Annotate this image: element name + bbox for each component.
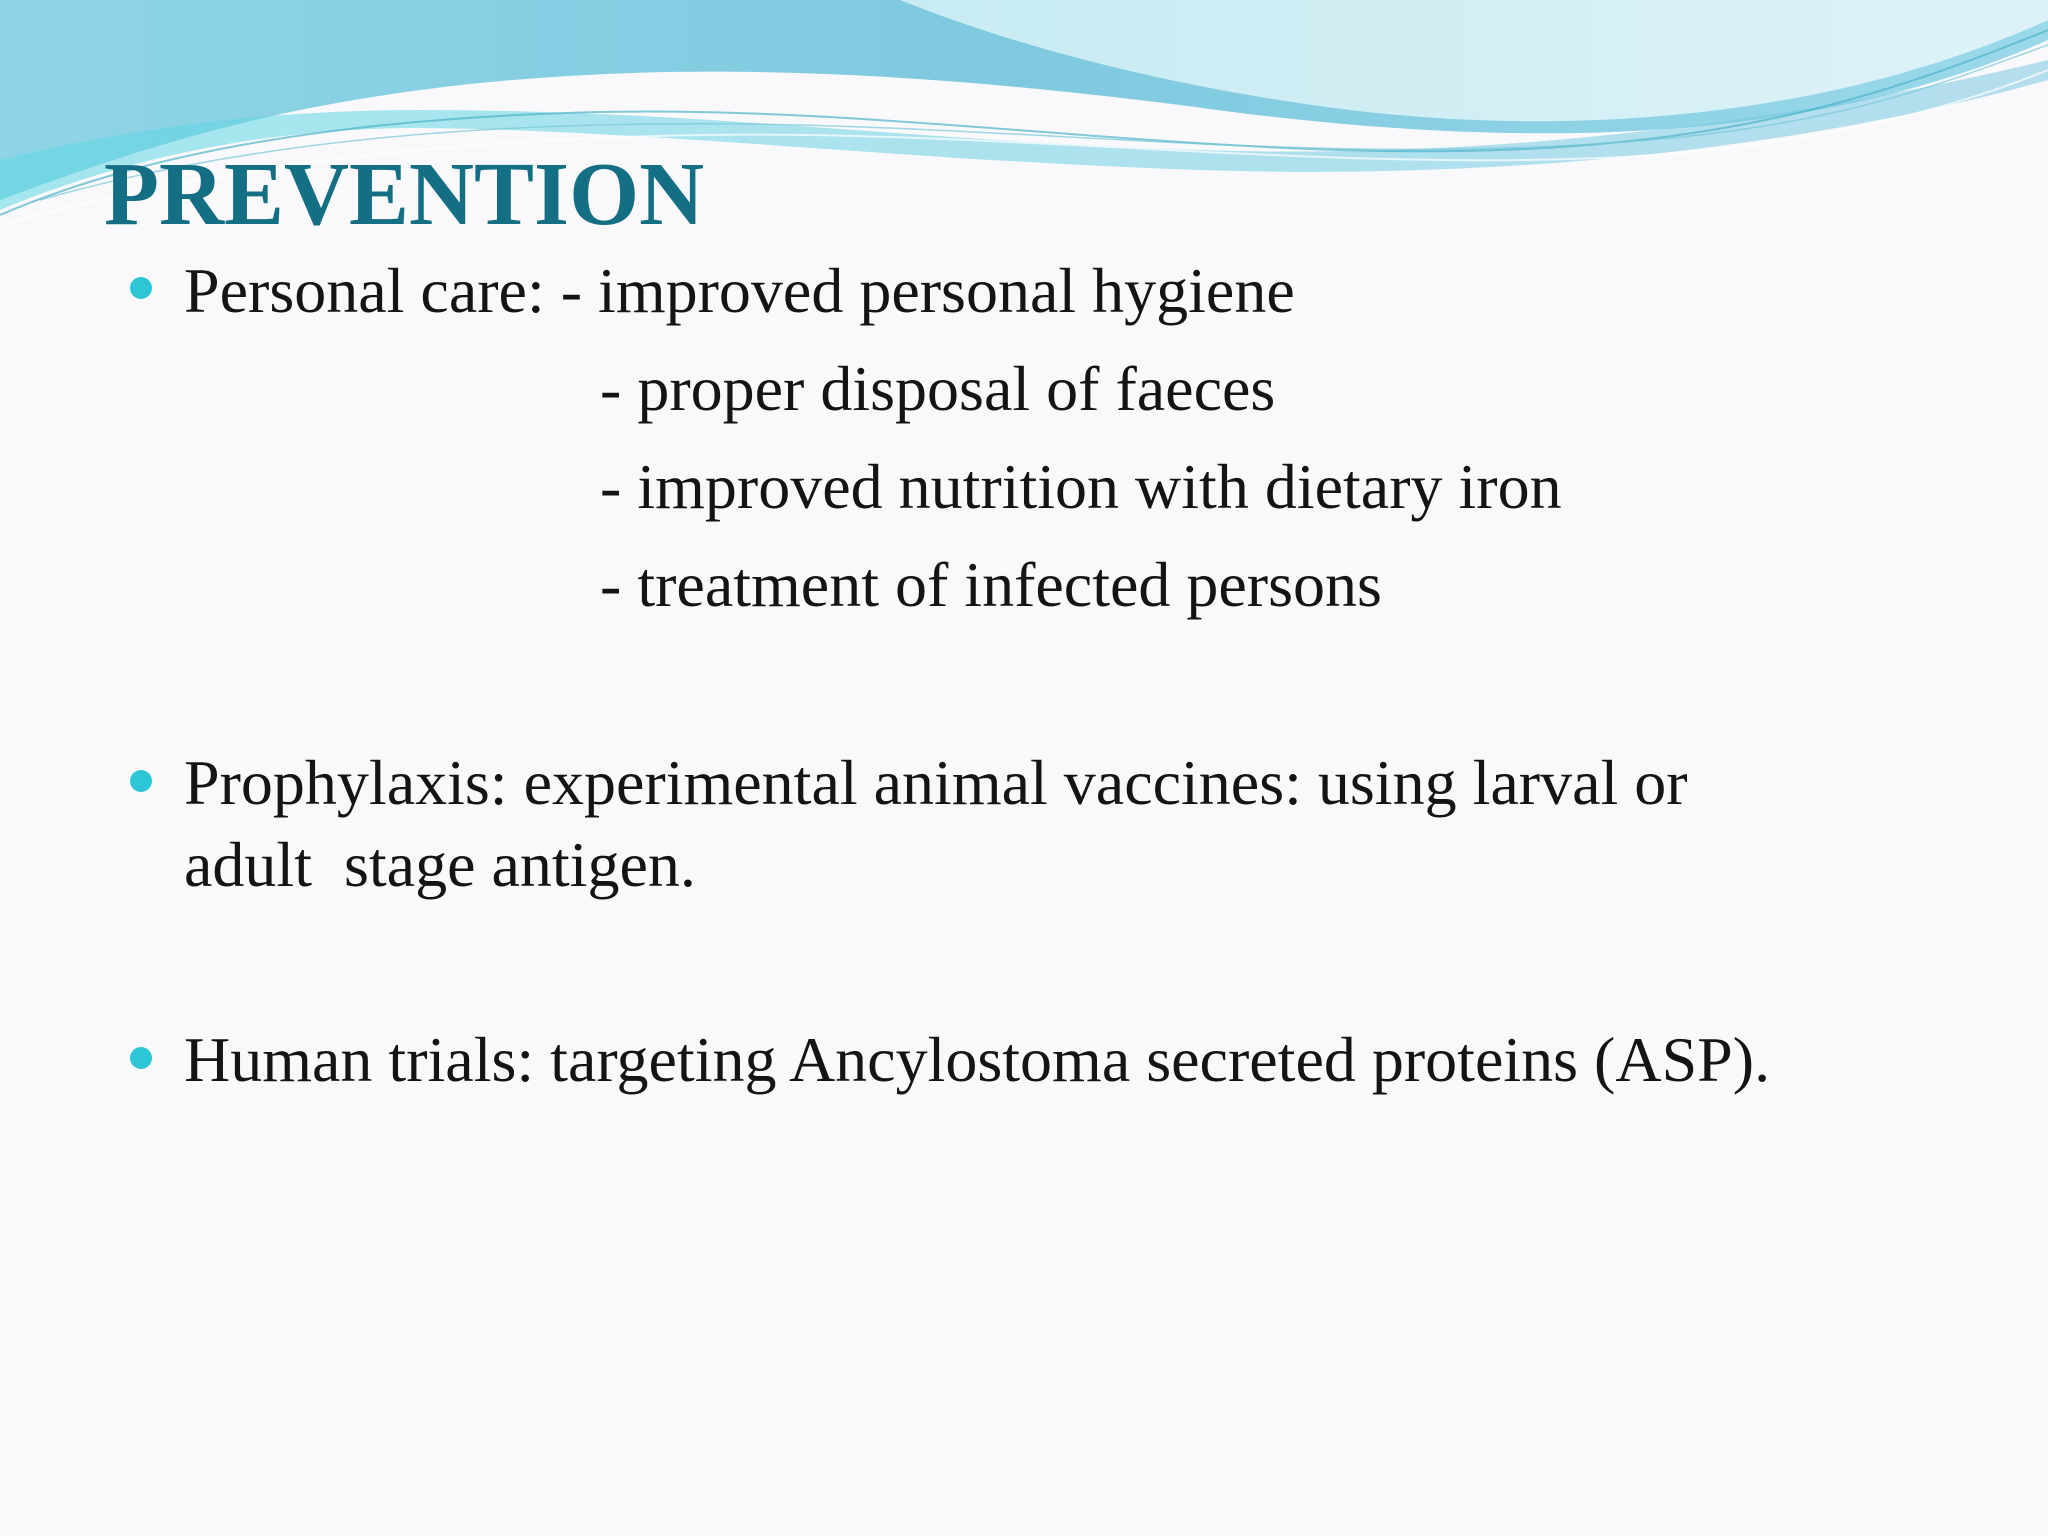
bullet-dot-icon — [130, 277, 152, 299]
slide-title: PREVENTION — [104, 145, 705, 244]
bullet-dot-icon — [130, 1047, 152, 1069]
bullet-dot-icon — [130, 770, 152, 792]
bullet-prophylaxis-line-1: Prophylaxis: experimental animal vaccines: using larval or — [184, 747, 1688, 818]
bullet-personal-care-line-2: - proper disposal of faeces — [600, 353, 1276, 424]
bullet-human-trials-line-1: Human trials: targeting Ancylostoma secreted proteins (ASP). — [184, 1024, 1771, 1095]
bullet-personal-care-line-1: Personal care: - improved personal hygiene — [184, 255, 1295, 326]
bullet-personal-care-line-3: - improved nutrition with dietary iron — [600, 451, 1562, 522]
bullet-personal-care-line-4: - treatment of infected persons — [600, 549, 1382, 620]
bullet-prophylaxis-line-2: adult stage antigen. — [184, 829, 696, 900]
